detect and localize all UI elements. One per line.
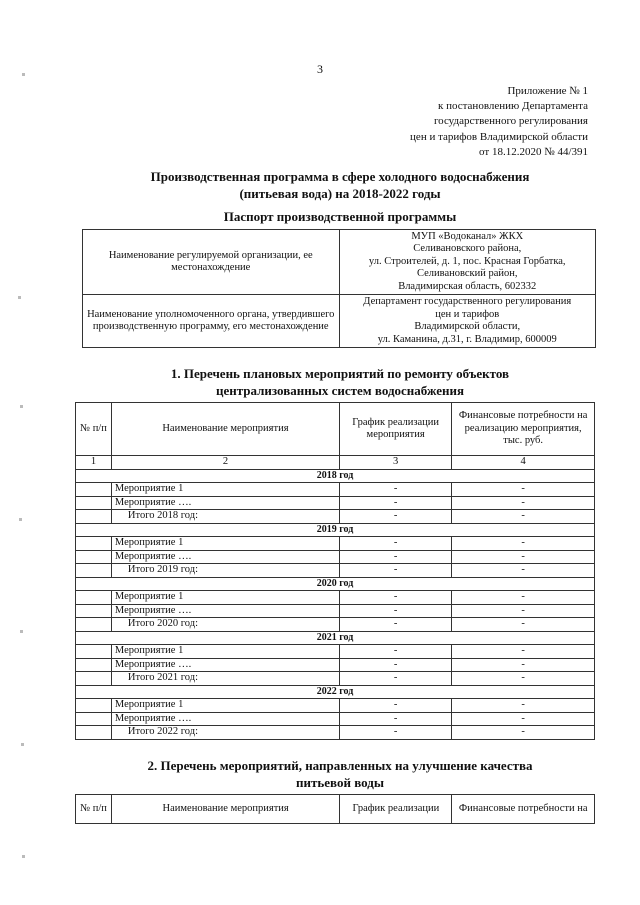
header-cell: Наименование мероприятия	[111, 795, 339, 824]
header-cell: № п/п	[76, 795, 112, 824]
table-row	[76, 712, 595, 726]
schedule-cell: -	[339, 618, 451, 632]
passport-label: Наименование уполномоченного органа, утвердившего производственную программу, его местонахождение	[83, 295, 340, 348]
event-name: Мероприятие 1	[111, 483, 339, 497]
table-row	[83, 230, 596, 295]
appendix-line: государственного регулирования	[433, 115, 588, 128]
row-number	[76, 496, 112, 510]
passport-label: Наименование регулируемой организации, ее местонахождение	[83, 230, 340, 295]
row-number	[76, 483, 112, 497]
event-name: Мероприятие 1	[111, 699, 339, 713]
title-line: централизованных систем водоснабжения	[215, 383, 465, 398]
appendix-block	[410, 84, 588, 160]
table-header-row	[76, 403, 595, 456]
event-name: Мероприятие ….	[111, 658, 339, 672]
row-number	[76, 712, 112, 726]
column-number: 3	[339, 456, 451, 470]
schedule-cell: -	[339, 564, 451, 578]
row-number	[76, 645, 112, 659]
title-line: (питьевая вода) на 2018-2022 годы	[239, 186, 441, 201]
schedule-cell: -	[339, 604, 451, 618]
year-label: 2022 год	[76, 685, 595, 699]
event-name: Мероприятие ….	[111, 496, 339, 510]
table-row	[83, 295, 596, 348]
total-row	[76, 726, 595, 740]
row-number	[76, 672, 112, 686]
row-number	[76, 550, 112, 564]
section1-title	[60, 365, 620, 399]
event-name: Мероприятие 1	[111, 537, 339, 551]
scan-speck	[22, 73, 25, 76]
section2-title	[60, 757, 620, 791]
schedule-cell: -	[339, 550, 451, 564]
event-name: Мероприятие 1	[111, 591, 339, 605]
schedule-cell: -	[339, 510, 451, 524]
schedule-cell: -	[339, 645, 451, 659]
schedule-cell: -	[339, 591, 451, 605]
schedule-cell: -	[339, 699, 451, 713]
row-number	[76, 618, 112, 632]
finance-cell: -	[452, 604, 595, 618]
column-number: 2	[111, 456, 339, 470]
row-number	[76, 658, 112, 672]
year-label: 2018 год	[76, 469, 595, 483]
table-row	[76, 604, 595, 618]
finance-cell: -	[452, 672, 595, 686]
finance-cell: -	[452, 550, 595, 564]
title-line: 2. Перечень мероприятий, направленных на улучшение качества	[147, 758, 533, 773]
header-cell: График реализации	[340, 795, 452, 824]
finance-cell: -	[452, 510, 595, 524]
value-line: Владимирской области,	[414, 321, 521, 332]
finance-cell: -	[452, 618, 595, 632]
table-row	[76, 483, 595, 497]
total-row	[76, 672, 595, 686]
scan-speck	[22, 855, 25, 858]
repair-plan-table	[75, 402, 595, 740]
document-title	[60, 168, 620, 202]
year-row	[76, 685, 595, 699]
finance-cell: -	[452, 658, 595, 672]
total-row	[76, 564, 595, 578]
table-row	[76, 550, 595, 564]
header-cell: Наименование мероприятия	[111, 403, 339, 456]
finance-cell: -	[452, 483, 595, 497]
title-line: Производственная программа в сфере холодного водоснабжения	[150, 169, 530, 184]
scan-speck	[20, 630, 23, 633]
finance-cell: -	[452, 726, 595, 740]
schedule-cell: -	[339, 537, 451, 551]
value-line: Владимирская область, 602332	[398, 280, 537, 292]
total-label: Итого 2021 год:	[111, 672, 339, 686]
appendix-line: от 18.12.2020 № 44/391	[479, 145, 588, 158]
header-cell: Финансовые потребности на реализацию мероприятия, тыс. руб.	[452, 403, 595, 456]
year-label: 2020 год	[76, 577, 595, 591]
year-label: 2021 год	[76, 631, 595, 645]
table-row	[76, 658, 595, 672]
passport-value	[339, 230, 596, 295]
row-number	[76, 604, 112, 618]
finance-cell: -	[452, 699, 595, 713]
finance-cell: -	[452, 591, 595, 605]
column-number: 1	[76, 456, 112, 470]
table-row	[76, 591, 595, 605]
table-row	[76, 537, 595, 551]
value-line: Селивановский район,	[416, 268, 518, 280]
quality-table	[75, 794, 595, 824]
total-label: Итого 2019 год:	[111, 564, 339, 578]
table-row	[76, 699, 595, 713]
event-name: Мероприятие ….	[111, 604, 339, 618]
value-line: цен и тарифов	[435, 308, 500, 320]
schedule-cell: -	[339, 496, 451, 510]
year-row	[76, 469, 595, 483]
passport-table	[82, 229, 596, 348]
appendix-line: цен и тарифов Владимирской области	[410, 130, 588, 143]
schedule-cell: -	[339, 726, 451, 740]
total-label: Итого 2020 год:	[111, 618, 339, 632]
schedule-cell: -	[339, 483, 451, 497]
value-line: Департамент государственного регулирования	[363, 296, 572, 307]
total-row	[76, 618, 595, 632]
value-line: МУП «Водоканал» ЖКХ	[411, 230, 524, 242]
finance-cell: -	[452, 645, 595, 659]
value-line: ул. Каманина, д.31, г. Владимир, 600009	[377, 333, 557, 345]
year-row	[76, 523, 595, 537]
row-number	[76, 699, 112, 713]
column-number-row	[76, 456, 595, 470]
schedule-cell: -	[339, 672, 451, 686]
table-header-row	[76, 795, 595, 824]
year-row	[76, 577, 595, 591]
event-name: Мероприятие ….	[111, 712, 339, 726]
passport-title: Паспорт производственной программы	[223, 209, 457, 224]
scan-speck	[18, 296, 21, 299]
schedule-cell: -	[339, 712, 451, 726]
column-number: 4	[452, 456, 595, 470]
year-row	[76, 631, 595, 645]
appendix-line: Приложение № 1	[507, 85, 588, 97]
title-line: 1. Перечень плановых мероприятий по ремонту объектов	[170, 366, 510, 381]
page-number: 3	[317, 62, 323, 76]
schedule-cell: -	[339, 658, 451, 672]
total-label: Итого 2018 год:	[111, 510, 339, 524]
title-line: питьевой воды	[296, 775, 384, 790]
event-name: Мероприятие 1	[111, 645, 339, 659]
row-number	[76, 726, 112, 740]
table-row	[76, 645, 595, 659]
total-label: Итого 2022 год:	[111, 726, 339, 740]
appendix-line: к постановлению Департамента	[437, 100, 588, 113]
scan-speck	[21, 743, 24, 746]
passport-value	[339, 295, 596, 348]
year-label: 2019 год	[76, 523, 595, 537]
event-name: Мероприятие ….	[111, 550, 339, 564]
header-cell: № п/п	[76, 403, 112, 456]
table-row	[76, 496, 595, 510]
finance-cell: -	[452, 537, 595, 551]
total-row	[76, 510, 595, 524]
row-number	[76, 564, 112, 578]
header-cell: График реализации мероприятия	[339, 403, 451, 456]
value-line: Селивановского района,	[413, 243, 522, 255]
row-number	[76, 591, 112, 605]
row-number	[76, 510, 112, 524]
finance-cell: -	[452, 496, 595, 510]
scan-speck	[20, 405, 23, 408]
finance-cell: -	[452, 712, 595, 726]
scan-speck	[19, 518, 22, 521]
header-cell: Финансовые потребности на	[452, 795, 595, 824]
row-number	[76, 537, 112, 551]
value-line: ул. Строителей, д. 1, пос. Красная Горбатка,	[368, 255, 566, 267]
finance-cell: -	[452, 564, 595, 578]
